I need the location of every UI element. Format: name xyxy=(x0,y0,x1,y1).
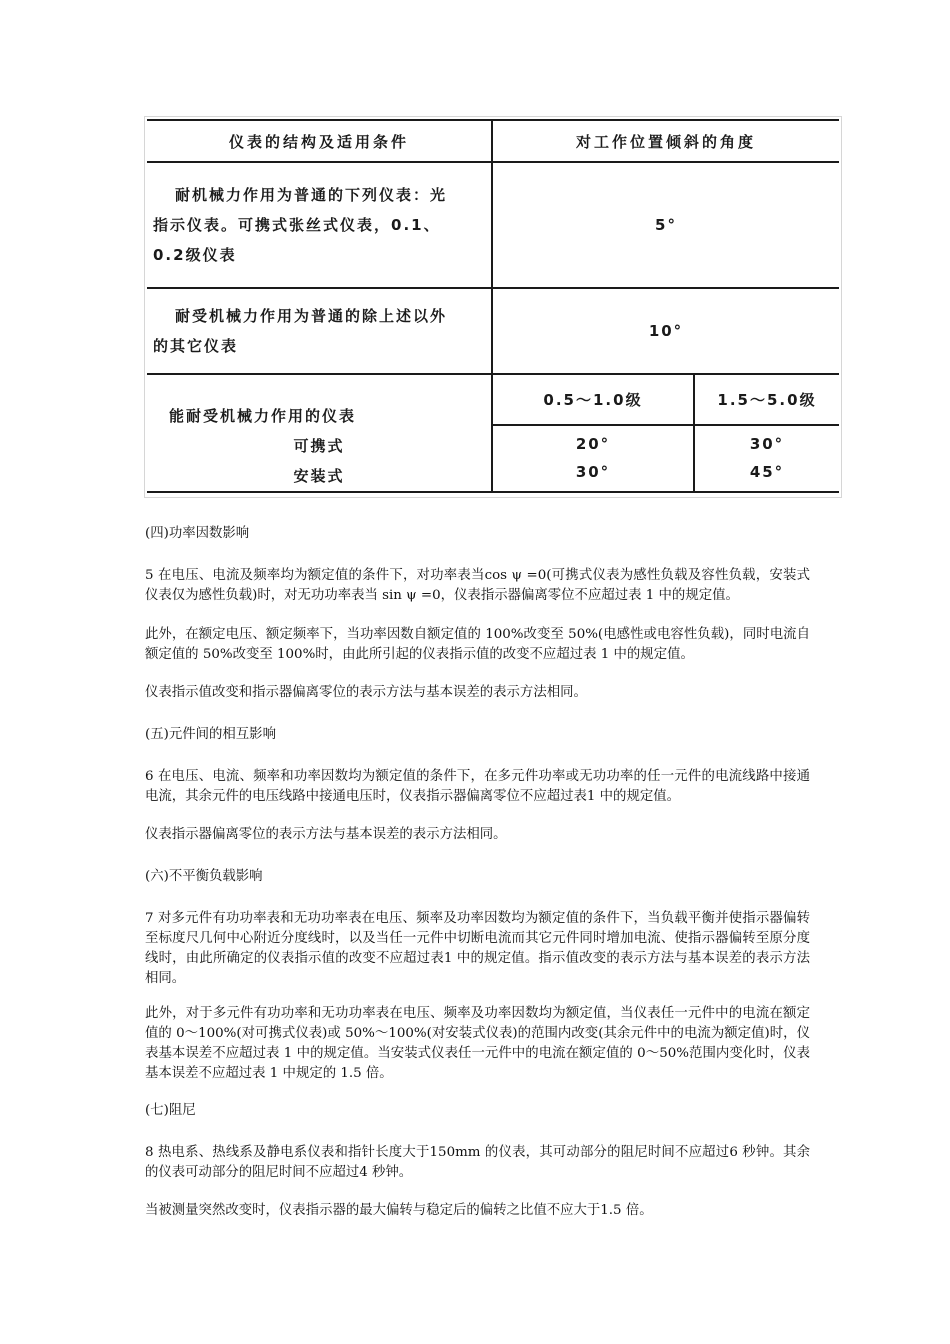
header-tilt-angle: 对工作位置倾斜的角度 xyxy=(492,120,839,162)
class-0-5-1-0-header: 0.5～1.0级 xyxy=(492,374,694,425)
tilt-angle-table xyxy=(147,119,839,493)
section-heading-unbalanced-load: (六)不平衡负载影响 xyxy=(145,869,263,884)
damping-ratio-paragraph: 当被测量突然改变时，仪表指示器的最大偏转与稳定后的偏转之比值不应大于1.5 倍。 xyxy=(145,1203,653,1218)
row1-line2: 指示仪表。可携式张丝式仪表，0.1、 xyxy=(153,216,441,234)
row3-mounted: 安装式 xyxy=(293,467,345,485)
section-heading-power-factor: (四)功率因数影响 xyxy=(145,526,250,541)
class-0-5-portable-angle: 20° xyxy=(575,435,611,454)
row1-line1: 耐机械力作用为普通的下列仪表：光 xyxy=(175,186,448,204)
class-1-5-5-0-values xyxy=(694,425,839,492)
row1-conditions xyxy=(147,162,492,288)
power-factor-method-paragraph: 仪表指示值改变和指示器偏离零位的表示方法与基本误差的表示方法相同。 xyxy=(145,685,587,700)
angle-table-image xyxy=(144,116,842,498)
class-1-5-mounted-angle: 45° xyxy=(749,463,785,482)
row1-line3: 0.2级仪表 xyxy=(153,246,237,264)
row1-angle: 5° xyxy=(492,162,839,288)
row3-title: 能耐受机械力作用的仪表 xyxy=(169,407,357,425)
unbalanced-note-paragraph: 此外，对于多元件有功功率和无功功率表在电压、频率及功率因数均为额定值，当仪表任一元件中的电流在额定值的 0～100%(对可携式仪表)或 50%～100%(对安装式仪表)的范围内改变(其余元件中的电流为额定值)时，仪表基本误差不应超过表 1 中的规定值。当安装式仪表任一元件中的电流在额定值的 0～50%范围内变化时，仪表基本误差不应超过表 1 中规定的 1.5 倍。 xyxy=(145,1006,810,1081)
clause-6-paragraph: 6 在电压、电流、频率和功率因数均为额定值的条件下，在多元件功率或无功功率的任一元件的电流线路中接通电流，其余元件的电压线路中接通电压时，仪表指示器偏离零位不应超过表1 中的规定值。 xyxy=(145,769,810,804)
row3-portable: 可携式 xyxy=(293,437,345,455)
power-factor-note-paragraph: 此外，在额定电压、额定频率下，当功率因数自额定值的 100%改变至 50%(电感性或电容性负载)，同时电流自额定值的 50%改变至 100%时，由此所引起的仪表指示值的改变不应超过表 1 中的规定值。 xyxy=(145,627,810,662)
row2-angle: 10° xyxy=(492,288,839,374)
row3-conditions xyxy=(147,374,492,492)
row2-line1: 耐受机械力作用为普通的除上述以外 xyxy=(175,307,448,325)
row2-conditions xyxy=(147,288,492,374)
section-heading-interaction: (五)元件间的相互影响 xyxy=(145,727,276,742)
class-0-5-1-0-values xyxy=(492,425,694,492)
clause-7-paragraph: 7 对多元件有功功率表和无功功率表在电压、频率及功率因数均为额定值的条件下，当负载平衡并使指示器偏转至标度尺几何中心附近分度线时，以及当任一元件中切断电流而其它元件同时增加电流、使指示器偏转至原分度线时，由此所确定的仪表指示值的改变不应超过表1 中的规定值。指示值改变的表示方法与基本误差的表示方法相同。 xyxy=(145,911,810,986)
class-1-5-portable-angle: 30° xyxy=(749,435,785,454)
header-conditions: 仪表的结构及适用条件 xyxy=(147,120,492,162)
class-1-5-5-0-header: 1.5～5.0级 xyxy=(694,374,839,425)
section-heading-damping: (七)阻尼 xyxy=(145,1103,196,1118)
row2-line2: 的其它仪表 xyxy=(153,337,239,355)
clause-5-paragraph: 5 在电压、电流及频率均为额定值的条件下，对功率表当cos ψ =0(可携式仪表为感性负载及容性负载，安装式仪表仅为感性负载)时，对无功功率表当 sin ψ =0，仪表指示器偏离零位不应超过表 1 中的规定值。 xyxy=(145,568,810,603)
interaction-method-paragraph: 仪表指示器偏离零位的表示方法与基本误差的表示方法相同。 xyxy=(145,827,507,842)
clause-8-paragraph: 8 热电系、热线系及静电系仪表和指针长度大于150mm 的仪表，其可动部分的阻尼时间不应超过6 秒钟。其余的仪表可动部分的阻尼时间不应超过4 秒钟。 xyxy=(145,1145,810,1180)
class-0-5-mounted-angle: 30° xyxy=(575,463,611,482)
